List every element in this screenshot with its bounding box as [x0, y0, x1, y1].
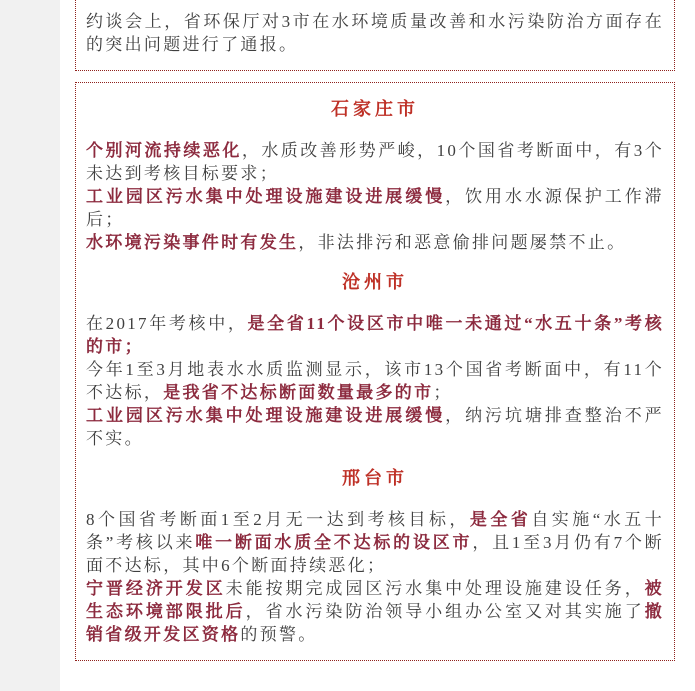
text-run: 自实施“水五十条”考核以来 — [86, 510, 664, 552]
section-xingtai — [86, 466, 664, 646]
paragraph — [86, 358, 664, 404]
paragraph — [86, 139, 664, 185]
section-cangzhou — [86, 270, 664, 450]
city-heading: 沧州市 — [342, 272, 408, 292]
paragraph — [86, 185, 664, 231]
paragraph — [86, 508, 664, 577]
emphasis-run: 工业园区污水集中处理设施建设进展缓慢 — [86, 406, 446, 425]
article-content — [75, 0, 675, 661]
report-box — [75, 82, 675, 661]
emphasis-run: 撤销省级开发区资格 — [86, 602, 664, 644]
emphasis-run: 个别河流持续恶化 — [86, 141, 242, 160]
text-run: ，省水污染防治领导小组办公室又对其实施了 — [245, 602, 645, 621]
text-run: 8个国省考断面1至2月无一达到考核目标， — [86, 510, 470, 529]
text-run: ，饮用水水源保护工作滞后； — [86, 187, 664, 229]
text-run: ，非法排污和恶意偷排问题屡禁不止。 — [298, 233, 627, 252]
paragraph — [86, 312, 664, 358]
emphasis-run: 水环境污染事件时有发生 — [86, 233, 299, 252]
text-run: ； — [433, 383, 453, 402]
text-run: 的预警。 — [240, 625, 318, 644]
intro-box — [75, 0, 675, 71]
text-run: 今年1至3月地表水水质监测显示，该市13个国省考断面中，有11个不达标， — [86, 360, 664, 402]
paragraph — [86, 231, 664, 254]
emphasis-run: 宁晋经济开发区 — [86, 579, 226, 598]
city-heading: 石家庄市 — [331, 99, 419, 119]
text-run: ，且1至3月仍有7个断面不达标，其中6个断面持续恶化； — [86, 533, 664, 575]
paragraph — [86, 404, 664, 450]
page-gutter — [0, 0, 60, 691]
city-heading: 邢台市 — [342, 468, 408, 488]
emphasis-run: 被生态环境部限批后 — [86, 579, 664, 621]
paragraph — [86, 577, 664, 646]
text-run: 在2017年考核中， — [86, 314, 248, 333]
text-run: ，纳污坑塘排查整治不严不实。 — [86, 406, 664, 448]
text-run: 未能按期完成园区污水集中处理设施建设任务， — [225, 579, 645, 598]
emphasis-run: 是全省 — [469, 510, 532, 529]
text-run: ，水质改善形势严峻，10个国省考断面中，有3个未达到考核目标要求； — [86, 141, 664, 183]
emphasis-run: 工业园区污水集中处理设施建设进展缓慢 — [86, 187, 446, 206]
emphasis-run: 是我省不达标断面数量最多的市 — [163, 383, 434, 402]
emphasis-run: 是全省11个设区市中唯一未通过“水五十条”考核的市； — [86, 314, 664, 356]
section-shijiazhuang — [86, 97, 664, 254]
intro-paragraph: 约谈会上，省环保厅对3市在水环境质量改善和水污染防治方面存在的突出问题进行了通报。 — [86, 12, 664, 54]
emphasis-run: 唯一断面水质全不达标的设区市 — [195, 533, 473, 552]
